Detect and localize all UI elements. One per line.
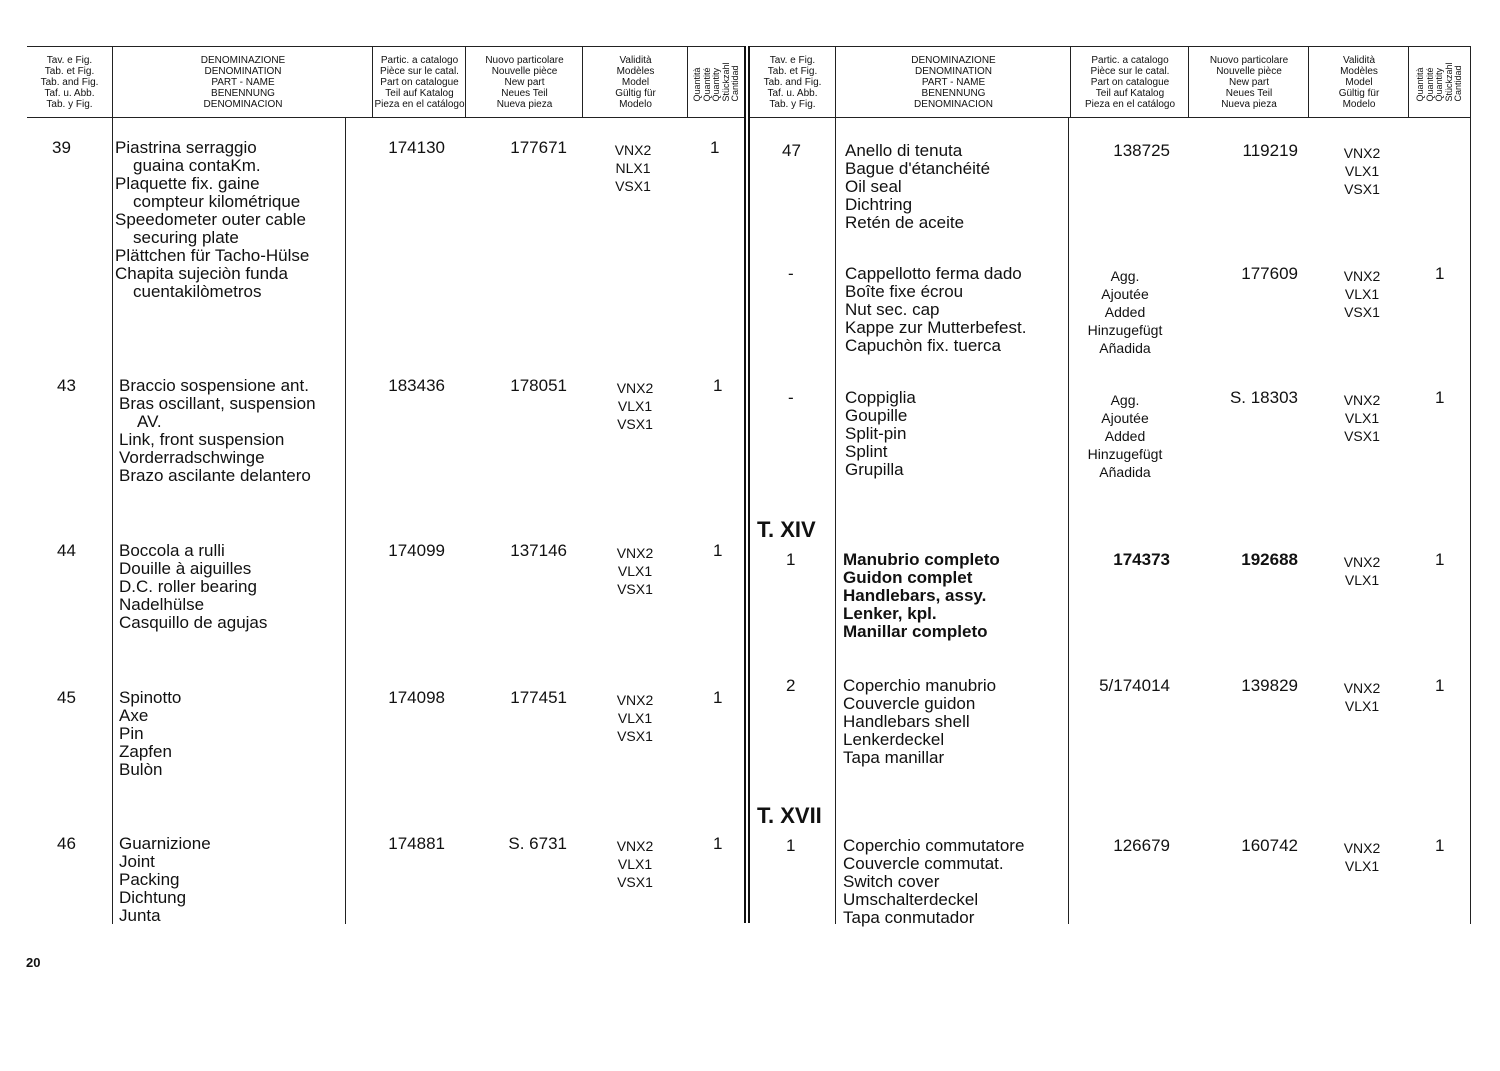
- new-part-number: S. 6731: [508, 834, 567, 853]
- new-part-number: 177609: [1241, 264, 1298, 283]
- parts-table-left: [27, 46, 745, 924]
- catalog-part-number: 174881: [388, 834, 445, 853]
- validity-models: VNX2 VLX1: [1343, 554, 1381, 588]
- validity-models: VNX2 VLX1 VSX1: [1343, 268, 1381, 320]
- part-names: Spinotto Axe Pin Zapfen Bulòn: [119, 688, 182, 779]
- parts-table-right: [750, 46, 1471, 927]
- part-names: Manubrio completo Guidon complet Handlebars, assy. Lenker, kpl. Manillar completo: [843, 550, 1000, 641]
- catalog-part-number: 174130: [388, 138, 445, 157]
- catalog-part-number: 126679: [1113, 836, 1170, 855]
- quantity: 1: [1435, 550, 1445, 569]
- catalog-part-added: Agg. Ajoutée Added Hinzugefügt Añadida: [1087, 268, 1163, 356]
- header-partic: Partic. a catalogo Pièce sur le catal. Part on catalogue Teil auf Katalog Pieza en el catálogo: [372, 47, 466, 117]
- quantity: 1: [713, 541, 723, 560]
- quantity: 1: [710, 138, 720, 157]
- validity-models: VNX2 VLX1: [1343, 840, 1381, 874]
- fig-number: 43: [57, 376, 76, 395]
- quantity: 1: [1435, 676, 1445, 695]
- page-number: 20: [26, 955, 41, 970]
- fig-number: -: [788, 264, 794, 283]
- new-part-number: 177451: [510, 688, 567, 707]
- new-part-number: 137146: [510, 541, 567, 560]
- fig-number: -: [788, 388, 794, 407]
- new-part-number: S. 18303: [1229, 388, 1298, 407]
- quantity: 1: [1435, 264, 1445, 283]
- validity-models: VNX2 VLX1 VSX1: [1343, 392, 1381, 444]
- header-validita: Validità Modèles Model Gültig für Modelo: [582, 47, 688, 117]
- catalog-part-number: 138725: [1113, 141, 1170, 160]
- fig-number: 44: [57, 541, 76, 560]
- header-nuovo: Nuovo particolare Nouvelle pièce New part Neues Teil Nueva pieza: [465, 47, 583, 117]
- validity-models: VNX2 VLX1: [1343, 680, 1381, 714]
- section-label: T. XIV: [757, 517, 816, 542]
- quantity: 1: [713, 688, 723, 707]
- header-quantita: Quantità Quantité Quantity Stückzahl Cantidad: [687, 47, 746, 117]
- fig-number: 1: [786, 550, 796, 569]
- fig-number: 1: [786, 836, 796, 855]
- catalog-part-number: 5/174014: [1099, 676, 1170, 695]
- part-names: Guarnizione Joint Packing Dichtung Junta: [119, 834, 211, 925]
- new-part-number: 160742: [1241, 836, 1298, 855]
- fig-number: 46: [57, 834, 76, 853]
- quantity: 1: [1435, 836, 1445, 855]
- validity-models: VNX2 VLX1 VSX1: [616, 380, 654, 432]
- new-part-number: 192688: [1241, 550, 1298, 569]
- part-names: Cappellotto ferma dado Boîte fixe écrou Nut sec. cap Kappe zur Mutterbefest. Capuchòn fix. tuerca: [845, 264, 1027, 355]
- part-names: Anello di tenuta Bague d'étanchéité Oil seal Dichtring Retén de aceite: [845, 141, 991, 232]
- part-names: Coppiglia Goupille Split-pin Splint Grupilla: [845, 388, 916, 479]
- column-divider: [345, 117, 346, 924]
- table-header: [750, 47, 1470, 118]
- validity-models: VNX2 VLX1 VSX1: [616, 692, 654, 744]
- new-part-number: 119219: [1242, 141, 1298, 160]
- catalog-part-number: 174099: [388, 541, 445, 560]
- catalog-part-number: 183436: [388, 376, 445, 395]
- catalog-part-added: Agg. Ajoutée Added Hinzugefügt Añadida: [1087, 392, 1163, 480]
- fig-number: 39: [52, 138, 71, 157]
- column-divider: [835, 117, 836, 924]
- fig-number: 2: [786, 676, 796, 695]
- part-names: Piastrina serraggio guaina contaKm. Plaquette fix. gaine compteur kilométrique Speedometer outer cable securing plate Plättchen für Tacho-Hülse Chapita sujeciòn funda cuentakilòmetros: [115, 138, 310, 301]
- validity-models: VNX2 VLX1 VSX1: [616, 838, 654, 890]
- column-divider: [1068, 117, 1069, 924]
- header-tav-fig: Tav. e Fig. Tab. et Fig. Tab. and Fig. Taf. u. Abb. Tab. y Fig.: [763, 54, 822, 110]
- header-quantita: Quantità Quantité Quantity Stückzahl Cantidad: [1408, 47, 1471, 117]
- quantity: 1: [713, 376, 723, 395]
- catalog-part-number: 174373: [1113, 550, 1170, 569]
- validity-models: VNX2 VLX1 VSX1: [616, 545, 654, 597]
- header-validita: Validità Modèles Model Gültig für Modelo: [1308, 47, 1409, 117]
- validity-models: VNX2 VLX1 VSX1: [1343, 145, 1381, 197]
- fig-number: 45: [57, 688, 76, 707]
- new-part-number: 139829: [1241, 676, 1298, 695]
- table-header: [27, 47, 745, 118]
- header-denominazione: DENOMINAZIONE DENOMINATION PART - NAME BENENNUNG DENOMINACION: [835, 47, 1071, 117]
- header-partic: Partic. a catalogo Pièce sur le catal. Part on catalogue Teil auf Katalog Pieza en el catálogo: [1070, 47, 1189, 117]
- header-denominazione: DENOMINAZIONE DENOMINATION PART - NAME BENENNUNG DENOMINACION: [112, 47, 373, 117]
- header-nuovo: Nuovo particolare Nouvelle pièce New part Neues Teil Nueva pieza: [1188, 47, 1309, 117]
- fig-number: 47: [782, 141, 801, 160]
- section-label: T. XVII: [757, 803, 822, 828]
- new-part-number: 177671: [510, 138, 567, 157]
- part-names: Boccola a rulli Douille à aiguilles D.C. roller bearing Nadelhülse Casquillo de agujas: [119, 541, 268, 632]
- quantity: 1: [1435, 388, 1445, 407]
- new-part-number: 178051: [510, 376, 567, 395]
- part-names: Braccio sospensione ant. Bras oscillant, suspension AV. Link, front suspension Vorderradschwinge Brazo ascilante delantero: [119, 376, 316, 485]
- quantity: 1: [713, 834, 723, 853]
- catalog-part-number: 174098: [388, 688, 445, 707]
- validity-models: VNX2 NLX1 VSX1: [614, 142, 652, 194]
- part-names: Coperchio commutatore Couvercle commutat. Switch cover Umschalterdeckel Tapa conmutador: [843, 836, 1025, 927]
- part-names: Coperchio manubrio Couvercle guidon Handlebars shell Lenkerdeckel Tapa manillar: [843, 676, 997, 767]
- column-divider: [112, 117, 113, 924]
- header-tav-fig: Tav. e Fig. Tab. et Fig. Tab. and Fig. Taf. u. Abb. Tab. y Fig.: [40, 54, 99, 110]
